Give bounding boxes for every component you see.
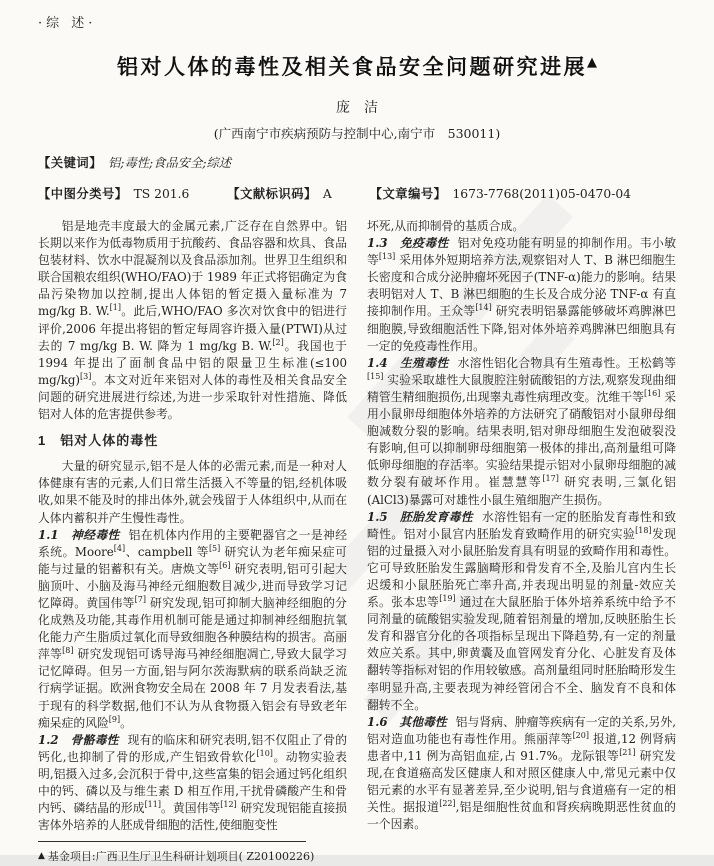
- reference-marker: [10]: [256, 748, 273, 758]
- paragraph: 1.4 生殖毒性 水溶性铝化合物具有生殖毒性。王松鹤等[15] 实验采取雄性大鼠腹腔注射硫酸铝的方法,观察发现曲细精管生精细胞损伤,出现睾丸毒性病理改变。沈维干等[16] 采用小鼠卵母细胞体外培养的方法研究了硝酸铝对小鼠卵母细胞减数分裂的影响。结果表明,铝对卵母细胞生发泡破裂没有影响,但可以抑制卵母细胞第一极体的排出,高剂量组可降低卵母细胞的存活率。实验结果提示铝对小鼠卵母细胞的减数分裂有破坏作用。崔慧慧等[17] 研究表明,三氯化铝(AlCl3)暴露可对雄性小鼠生殖细胞产生损伤。: [367, 355, 676, 507]
- column-category-mark: ·综 述·: [38, 16, 97, 31]
- reference-marker: [5]: [208, 543, 221, 553]
- paragraph: 坏死,从而抑制骨的基质合成。: [367, 219, 525, 233]
- reference-marker: [15]: [367, 371, 384, 381]
- paragraph: 1.5 胚胎发育毒性 水溶性铝有一定的胚胎发育毒性和致畸性。铝对小鼠宫内胚胎发育致畸作用的研究实验[18]发现铝的过量摄入对小鼠胚胎发育具有明显的致畸作用和毒性。它可导致胚胎发生露脑畸形和骨发育不全,及胎儿宫内生长迟缓和小鼠胚胎死亡率升高,并表现出明显的剂量-效应关系。张本忠等[19] 通过在大鼠胚胎于体外培养系统中给予不同剂量的硫酸铝实验发现,随着铝剂量的增加,反映胚胎生长发育和器官分化的各项指标呈现出下降趋势,有一定的剂量效应关系。其中,卵黄囊及血管网发育分化、心脏发育及体翻转等指标对铝的作用较敏感。高剂量组同时胚胎畸形发生率明显升高,主要表现为神经管闭合不全、脑发育不良和体翻转不全。: [367, 509, 676, 712]
- subsection-heading: 1.3 免疫毒性: [367, 236, 449, 251]
- article-id-label: 【文章编号】: [369, 187, 447, 201]
- article-id-group: [370, 185, 631, 204]
- right-column: [367, 218, 676, 866]
- reference-marker: [17]: [542, 474, 559, 484]
- paragraph: 1.6 其他毒性 铝与肾病、肿瘤等疾病有一定的关系,另外,铝对造血功能也有毒性作用。熊丽萍等[20] 报道,12 例肾病患者中,11 例为高铝血症,占 91.7%。龙际银等[21] 研究发现,在食道癌高发区健康人和对照区健康人中,常见元素中仅铝元素的水平有显著差异,至少说明,铝与食道癌有一定的相关性。据报道[22],铝是细胞性贫血和肾疾病晚期恶性贫血的一个因素。: [367, 714, 676, 832]
- subsection-heading: 1.6 其他毒性: [367, 714, 447, 729]
- fund-footnote: [38, 841, 347, 866]
- title-fund-mark: ▲: [587, 55, 597, 70]
- left-column-text: [38, 218, 347, 834]
- footnote-text: 基金项目:广西卫生厅卫生科研计划项目( Z20100226): [47, 850, 315, 863]
- section-heading: 1 铝对人体的毒性: [38, 433, 159, 449]
- subsection-heading: 1.4 生殖毒性: [367, 355, 449, 370]
- subsection-heading: 1.5 胚胎发育毒性: [367, 509, 473, 524]
- left-column: [38, 218, 347, 866]
- keywords-label: 【关键词】: [38, 156, 102, 170]
- reference-marker: [7]: [134, 595, 146, 605]
- subsection-heading: 1.1 神经毒性: [38, 527, 120, 542]
- subsection-heading: 1.2 骨骼毒性: [38, 732, 119, 747]
- footnote-triangle-mark: ▲: [38, 851, 45, 861]
- reference-marker: [21]: [619, 747, 636, 757]
- reference-marker: [20]: [572, 730, 589, 740]
- doc-code-label: 【文献标识码】: [227, 187, 317, 201]
- doc-code-group: [227, 185, 331, 204]
- reference-marker: [16]: [643, 389, 661, 399]
- reference-marker: [4]: [113, 543, 126, 553]
- paragraph: 1.1 神经毒性 铝在机体内作用的主要靶器官之一是神经系统。Moore[4]、campbell 等[5] 研究认为老年痴呆症可能与过量的铝蓄积有关。唐焕文等[6] 研究表明,铝可引起大脑顶叶、小脑及海马神经元细胞数目减少,进而导致学习记忆障碍。黄国伟等[7] 研究发现,铝可抑制大脑神经细胞的分化成熟及功能,其毒作用机制可能是通过抑制神经细胞抗氧化能力产生脂质过氧化而导致细胞各种膜结构的损害。高丽萍等[8] 研究发现铝可诱导海马神经细胞凋亡,导致大鼠学习记忆障碍。但另一方面,铝与阿尔茨海默病的联系尚缺乏流行病学证据。欧洲食物安全局在 2008 年 7 月发表看法,基于现有的科学数据,他们不认为从食物摄入铝会有导致老年痴呆症的风险[9]。: [38, 527, 347, 730]
- clc-label: 【中图分类号】: [38, 187, 128, 201]
- reference-marker: [2]: [272, 337, 284, 347]
- author-name: 庞 洁: [336, 100, 378, 116]
- reference-marker: [22]: [439, 799, 456, 809]
- meta-row: [38, 185, 676, 204]
- reference-marker: [3]: [80, 371, 92, 381]
- reference-marker: [19]: [439, 594, 456, 604]
- article-id-value: 1673-7768(2011)05-0470-04: [452, 187, 632, 201]
- two-column-body: [38, 218, 676, 866]
- footnote-rule: [38, 841, 306, 842]
- reference-marker: [6]: [219, 560, 231, 570]
- paragraph: 1.2 骨骼毒性 现有的临床和研究表明,铝不仅阻止了骨的钙化,也抑制了骨的形成,产生铝致骨软化[10]。动物实验表明,铝摄入过多,会沉积于骨中,这些富集的铝会通过钙化组织中的钙、磷以及与维生素 D 相互作用,干扰骨磷酸产生和骨内钙、磷结晶的形成[11]。黄国伟等[12] 研究发现铝能直接损害体外培养的人胚成骨细胞的活性,使细胞变性: [38, 732, 347, 833]
- paragraph: 大量的研究显示,铝不是人体的必需元素,而是一种对人体健康有害的元素,人们日常生活摄入不等量的铝,经机体吸收,如果不能及时的排出体外,就会残留于人体组织中,从而在人体内蓄积并产生慢性毒性。: [38, 459, 347, 525]
- reference-marker: [1]: [109, 303, 122, 313]
- clc-value: TS 201.6: [133, 187, 190, 201]
- article-title: 铝对人体的毒性及相关食品安全问题研究进展: [117, 54, 587, 79]
- reference-marker: [9]: [108, 714, 121, 724]
- reference-marker: [18]: [635, 525, 652, 535]
- paragraph: 1.3 免疫毒性 铝对免疫功能有明显的抑制作用。韦小敏等[13] 采用体外短期培养方法,观察铝对人 T、B 淋巴细胞生长密度和合成分泌肿瘤坏死因子(TNF-α)能力的影响。结果表明铝对人 T、B 淋巴细胞的生长及合成分泌 TNF-α 有直接抑制作用。王众等[14] 研究表明铝暴露能够破坏鸡脾淋巴细胞膜,导致细胞活性下降,铝对体外培养鸡脾淋巴细胞具有一定的免疫毒性作用。: [367, 236, 676, 353]
- clc-group: [38, 185, 189, 204]
- keywords-value: 铝;毒性;食品安全;综述: [108, 156, 232, 170]
- reference-marker: [12]: [220, 800, 237, 810]
- reference-marker: [11]: [144, 800, 161, 810]
- article-title-row: [38, 51, 676, 81]
- doc-code-value: A: [322, 187, 332, 201]
- author-affiliation: (广西南宁市疾病预防与控制中心,南宁市 530011): [213, 126, 501, 141]
- reference-marker: [13]: [378, 252, 396, 262]
- reference-marker: [14]: [475, 303, 492, 313]
- keywords-row: [38, 154, 676, 173]
- reference-marker: [8]: [62, 646, 74, 656]
- paragraph: 铝是地壳丰度最大的金属元素,广泛存在自然界中。铝长期以来作为低毒物质用于抗酸药、食品容器和炊具、食品包装材料、饮水中混凝剂以及食品添加剂。世界卫生组织和联合国粮农组织(WHO/FAO)于 1989 年正式将铝确定为食品污染物加以控制,提出人体铝的暂定摄入量标准为 7 mg/kg B. W.[1]。此后,WHO/FAO 多次对饮食中的铝进行评价,2006 年提出将铝的暂定每周容许摄入量(PTWI)从过去的 7 mg/kg B. W. 降为 1 mg/kg B. W.[2]。我国也于 1994 年提出了面制食品中铝的限量卫生标准(≤100 mg/kg)[3]。本文对近年来铝对人体的毒性及相关食品安全问题的研究进展进行综述,为进一步采取针对性措施、降低铝对人体的危害提供参考。: [38, 219, 347, 422]
